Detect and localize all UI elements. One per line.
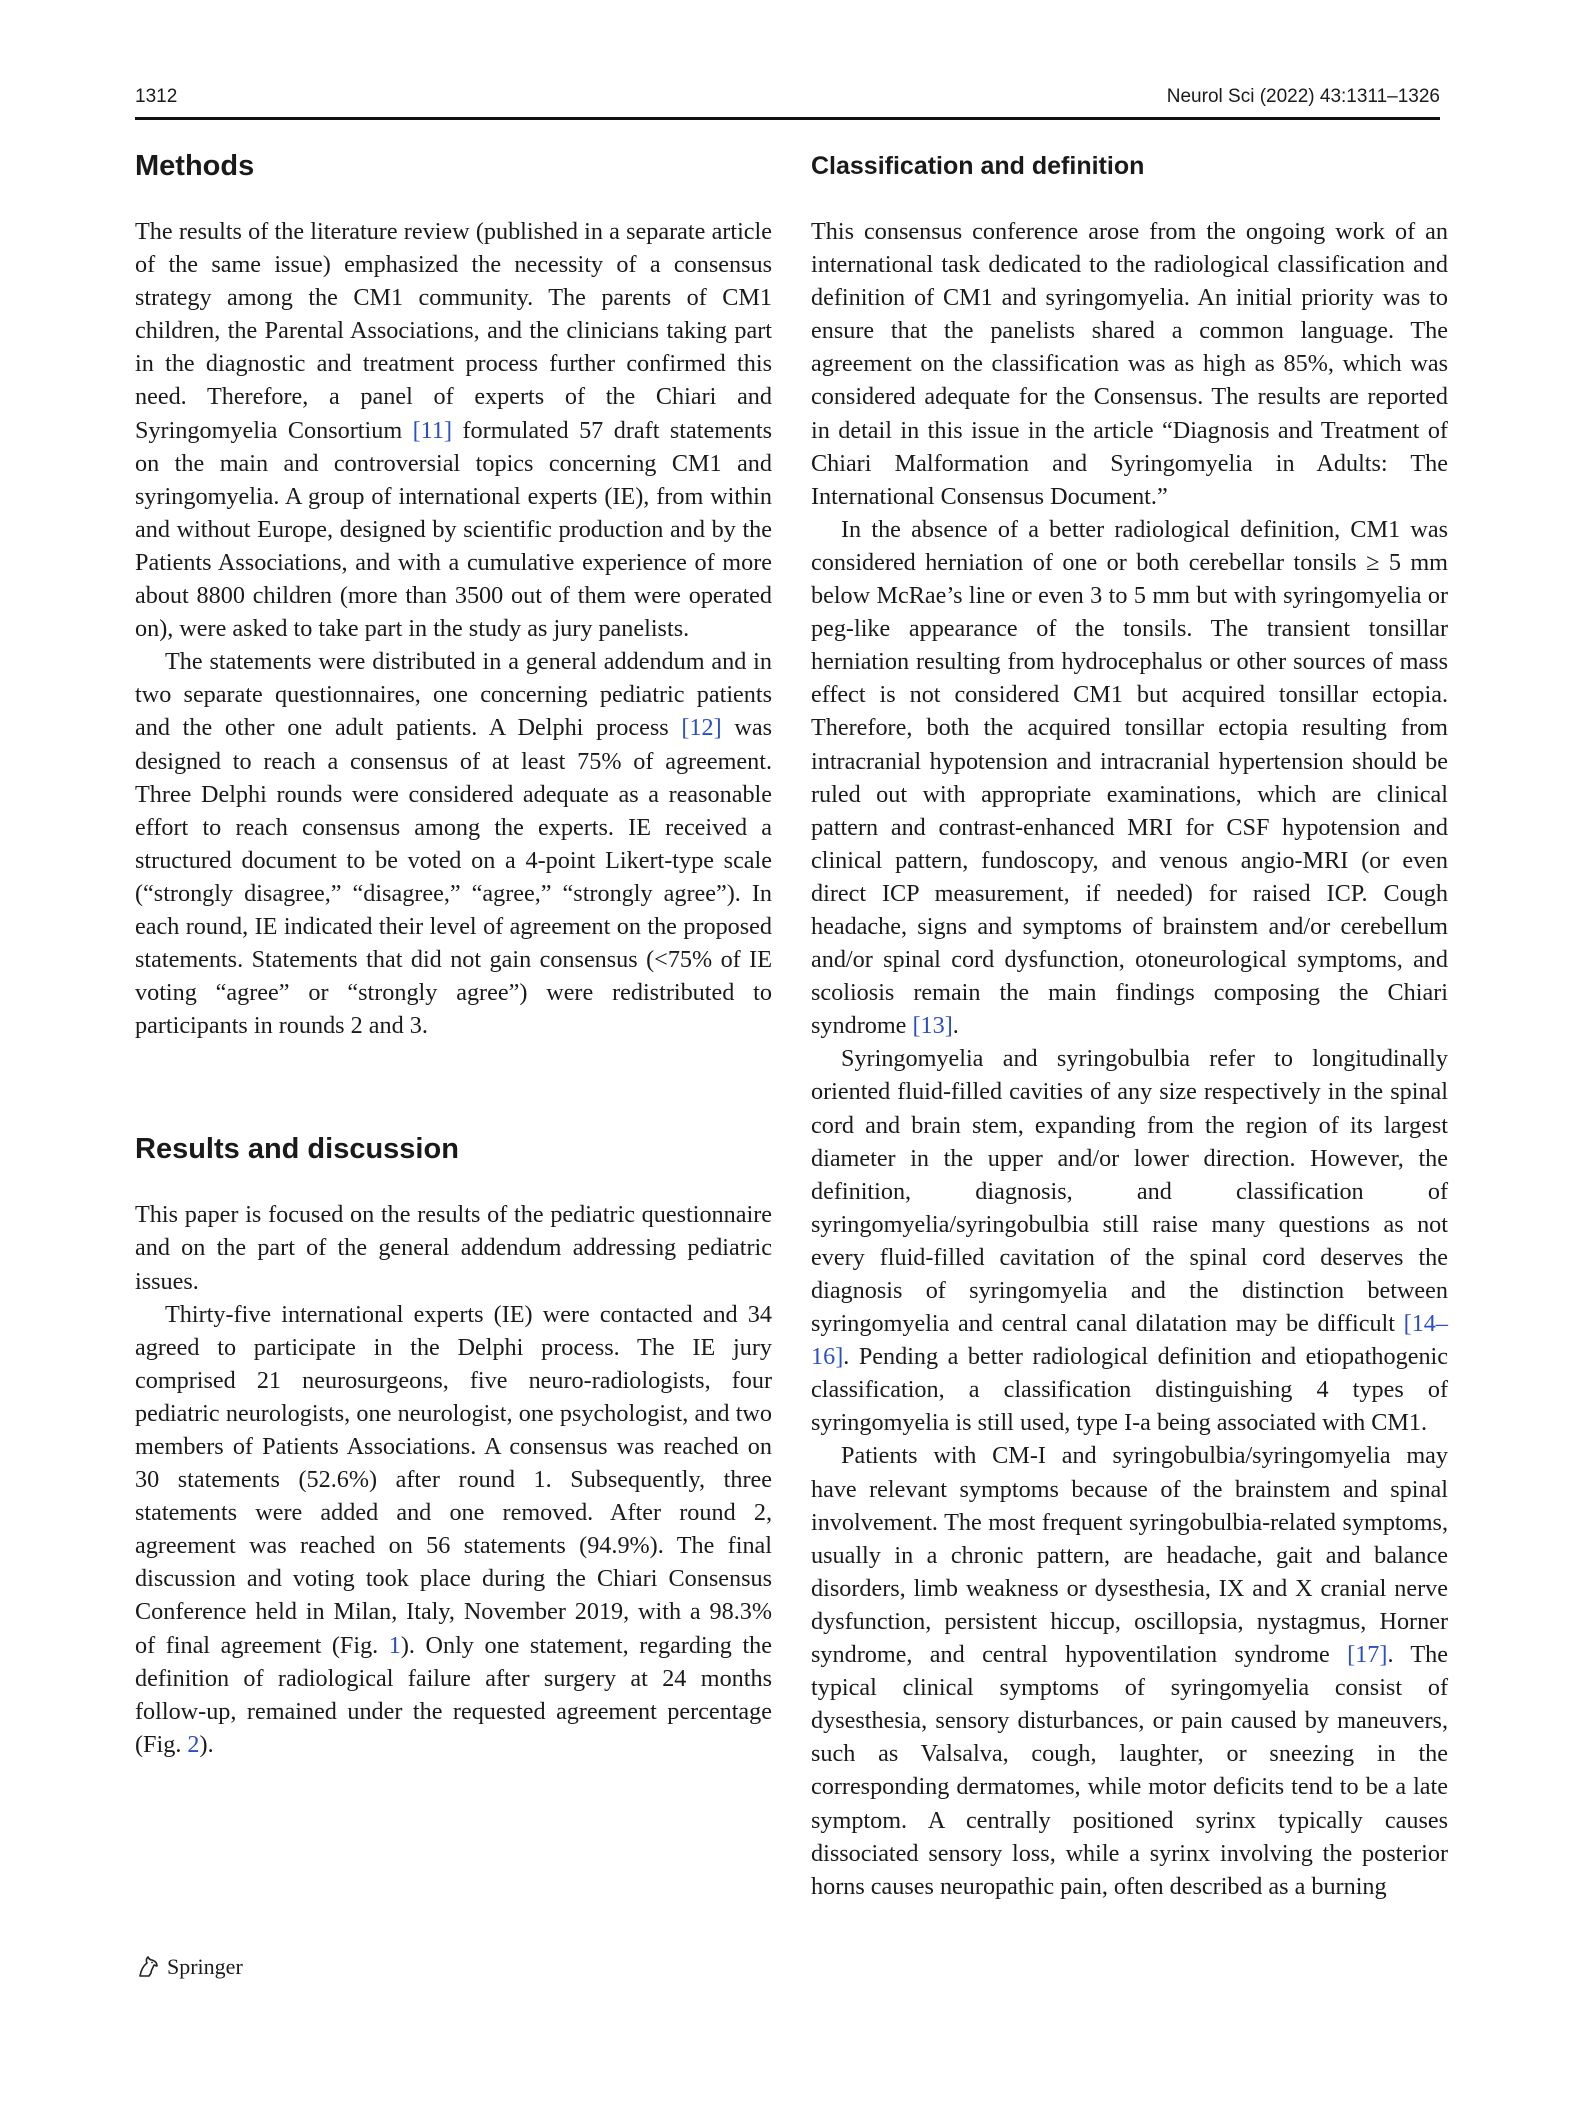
citation-link[interactable]: [13] — [912, 1012, 953, 1040]
citation-link[interactable]: [14–16] — [811, 1310, 1448, 1371]
citation-link[interactable]: [12] — [681, 714, 722, 742]
figure-link[interactable]: 2 — [187, 1730, 200, 1758]
publisher-name: Springer — [167, 1954, 243, 1979]
methods-paragraph-1: The results of the literature review (published in a separate article of the same issue) emphasized the necessity of a consensus strategy among the CM1 community. The parents of CM1 children, the Parental Associations, and the clinicians taking part in the diagnostic and treatment process further confirmed this need. Therefore, a panel of experts of the Chiari and Syringomyelia Consortium [11] formulated 57 draft statements on the main and controversial topics concerning CM1 and syringomyelia. A group of international experts (IE), from within and without Europe, designed by scientific production and by the Patients Associations, and with a cumulative experience of more about 8800 children (more than 3500 out of them were operated on), were asked to take part in the study as jury panelists. — [135, 218, 772, 643]
page-number: 1312 — [135, 86, 178, 107]
running-head: Neurol Sci (2022) 43:1311–1326 — [1166, 86, 1440, 107]
classification-paragraph-2: In the absence of a better radiological definition, CM1 was considered herniation of one or both cerebellar tonsils ≥ 5 mm below McRae’s line or even 3 to 5 mm but with syringomyelia or peg-like appearance of the tonsils. The transient tonsillar herniation resulting from hydrocephalus or other sources of mass effect is not considered CM1 but acquired tonsillar ectopia. Therefore, both the acquired tonsillar ectopia resulting from intracranial hypotension and intracranial hypertension should be ruled out with appropriate examinations, which are clinical pattern and contrast-enhanced MRI for CSF hypotension and clinical pattern, fundoscopy, and venous angio-MRI (or even direct ICP measurement, if needed) for raised ICP. Cough headache, signs and symptoms of brainstem and/or cerebellum and/or spinal cord dysfunction, otoneurological symptoms, and scoliosis remain the main findings composing the Chiari syndrome [13]. — [811, 515, 1448, 1040]
citation-link[interactable]: [17] — [1347, 1641, 1388, 1669]
classification-paragraph-1: This consensus conference arose from the ongoing work of an international task dedicated to the radiological classification and definition of CM1 and syringomyelia. An initial priority was to ensure that the panelists shared a common language. The agreement on the classification was as high as 85%, which was considered adequate for the Consensus. The results are reported in detail in this issue in the article “Diagnosis and Treatment of Chiari Malformation and Syringomyelia in Adults: The International Consensus Document.” — [811, 218, 1448, 510]
page-header — [135, 86, 1440, 114]
results-heading: Results and discussion — [135, 1133, 459, 1166]
methods-paragraph-2: The statements were distributed in a general addendum and in two separate questionnaires, one concerning pediatric patients and the other one adult patients. A Delphi process [12] was designed to reach a consensus of at least 75% of agreement. Three Delphi rounds were considered adequate as a reasonable effort to reach consensus among the experts. IE received a structured document to be voted on a 4-point Likert-type scale (“strongly disagree,” “disagree,” “agree,” “strongly agree”). In each round, IE indicated their level of agreement on the proposed statements. Statements that did not gain consensus (<75% of IE voting “agree” or “strongly agree”) were redistributed to participants in rounds 2 and 3. — [135, 648, 772, 1040]
citation-link[interactable]: [11] — [412, 416, 453, 444]
methods-heading: Methods — [135, 150, 255, 182]
classification-paragraph-4: Patients with CM-I and syringobulbia/syringomyelia may have relevant symptoms because of the brainstem and spinal involvement. The most frequent syringobulbia-related symptoms, usually in a chronic pattern, are headache, gait and balance disorders, limb weakness or dysesthesia, IX and X cranial nerve dysfunction, persistent hiccup, oscillopsia, nystagmus, Horner syndrome, and central hypoventilation syndrome [17]. The typical clinical symptoms of syringomyelia consist of dysesthesia, sensory disturbances, or pain caused by maneuvers, such as Valsalva, cough, laughter, or sneezing in the corresponding dermatomes, while motor deficits tend to be a late symptom. A centrally positioned syrinx typically causes dissociated sensory loss, while a syrinx involving the posterior horns causes neuropathic pain, often described as a burning — [811, 1442, 1449, 1900]
results-paragraph-2: Thirty-five international experts (IE) were contacted and 34 agreed to participate in the Delphi process. The IE jury comprised 21 neurosurgeons, five neuro-radiologists, four pediatric neurologists, one neurologist, one psychologist, and two members of Patients Associations. A consensus was reached on 30 statements (52.6%) after round 1. Subsequently, three statements were added and one removed. After round 2, agreement was reached on 56 statements (94.9%). The final discussion and voting took place during the Chiari Consensus Conference held in Milan, Italy, November 2019, with a 98.3% of final agreement (Fig. 1). Only one statement, regarding the definition of radiological failure after surgery at 24 months follow-up, remained under the requested agreement percentage (Fig. 2). — [135, 1300, 773, 1758]
classification-heading: Classification and definition — [811, 152, 1145, 180]
springer-horse-icon — [135, 1954, 161, 1980]
right-column — [811, 145, 1448, 1903]
figure-link[interactable]: 1 — [388, 1631, 401, 1659]
left-column — [135, 145, 772, 1761]
page-footer — [135, 1950, 243, 1984]
classification-paragraph-3: Syringomyelia and syringobulbia refer to longitudinally oriented fluid-filled cavities of any size respectively in the spinal cord and brain stem, expanding from the region of its largest diameter in the upper and/or lower direction. However, the definition, diagnosis, and classification of syringomyelia/syringobulbia still raise many questions as not every fluid-filled cavitation of the spinal cord deserves the diagnosis of syringomyelia and the distinction between syringomyelia and central canal dilatation may be difficult [14–16]. Pending a better radiological definition and etiopathogenic classification, a classification distinguishing 4 types of syringomyelia is still used, type I-a being associated with CM1. — [811, 1045, 1448, 1437]
header-rule — [135, 117, 1440, 120]
results-paragraph-1: This paper is focused on the results of the pediatric questionnaire and on the part of the general addendum addressing pediatric issues. — [135, 1201, 772, 1295]
